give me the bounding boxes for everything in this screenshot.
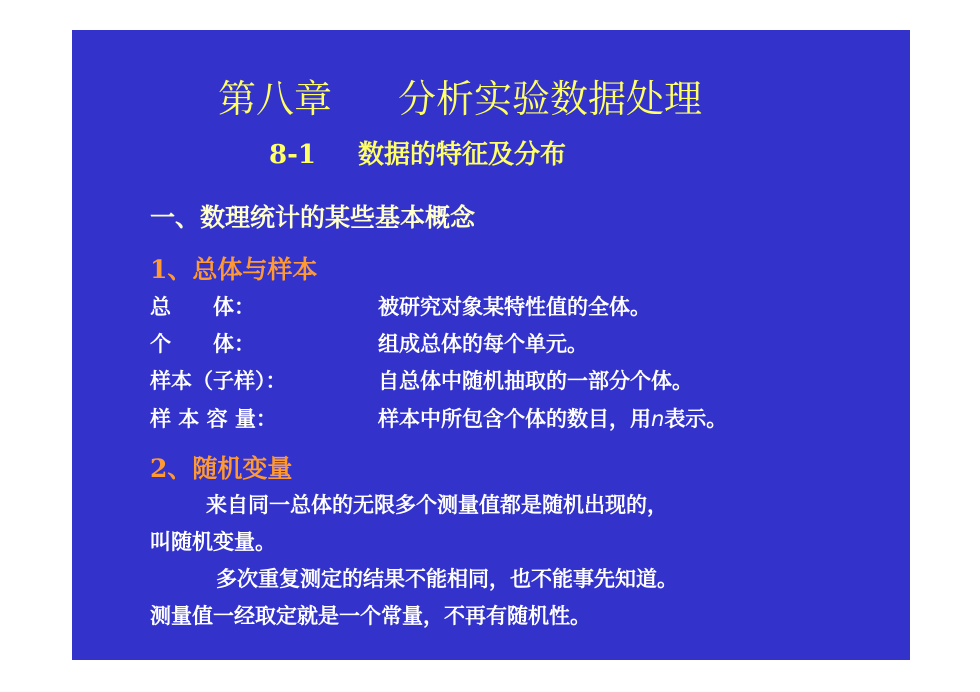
definition-term: 个 体： — [150, 331, 255, 356]
subsection-heading-random-variable: 2、随机变量 — [150, 454, 293, 483]
section-heading: 一、数理统计的某些基本概念 — [150, 203, 476, 232]
definition-sample-size — [150, 403, 727, 433]
paragraph-line: 测量值一经取定就是一个常量，不再有随机性。 — [150, 603, 591, 628]
slide-title — [218, 68, 702, 123]
definition-text: 样本中所包含个体的数目，用 — [378, 406, 651, 431]
definition-term: 样 本 容 量： — [150, 406, 277, 431]
paragraph-line: 叫随机变量。 — [150, 529, 276, 554]
chapter-name: 分析实验数据处理 — [398, 77, 703, 121]
definition-term: 样本（子样）： — [150, 368, 287, 393]
section-number: 8-1 — [269, 140, 316, 170]
paragraph-line: 来自同一总体的无限多个测量值都是随机出现的， — [206, 492, 668, 517]
definition-sample — [150, 365, 693, 395]
symbol-n: n — [651, 407, 665, 431]
chapter-label: 第八章 — [218, 77, 333, 121]
definition-text: 自总体中随机抽取的一部分个体。 — [378, 368, 693, 393]
definition-population — [150, 291, 651, 321]
subsection-heading-population: 1、总体与样本 — [150, 255, 318, 284]
slide — [72, 30, 910, 660]
definition-individual — [150, 328, 588, 358]
slide-subtitle — [269, 134, 566, 171]
definition-text-end: 表示。 — [664, 406, 728, 431]
definition-text: 组成总体的每个单元。 — [378, 331, 588, 356]
paragraph-line: 多次重复测定的结果不能相同，也不能事先知道。 — [216, 566, 678, 591]
definition-text: 被研究对象某特性值的全体。 — [378, 294, 651, 319]
section-name: 数据的特征及分布 — [357, 140, 566, 170]
definition-term: 总 体： — [150, 294, 255, 319]
